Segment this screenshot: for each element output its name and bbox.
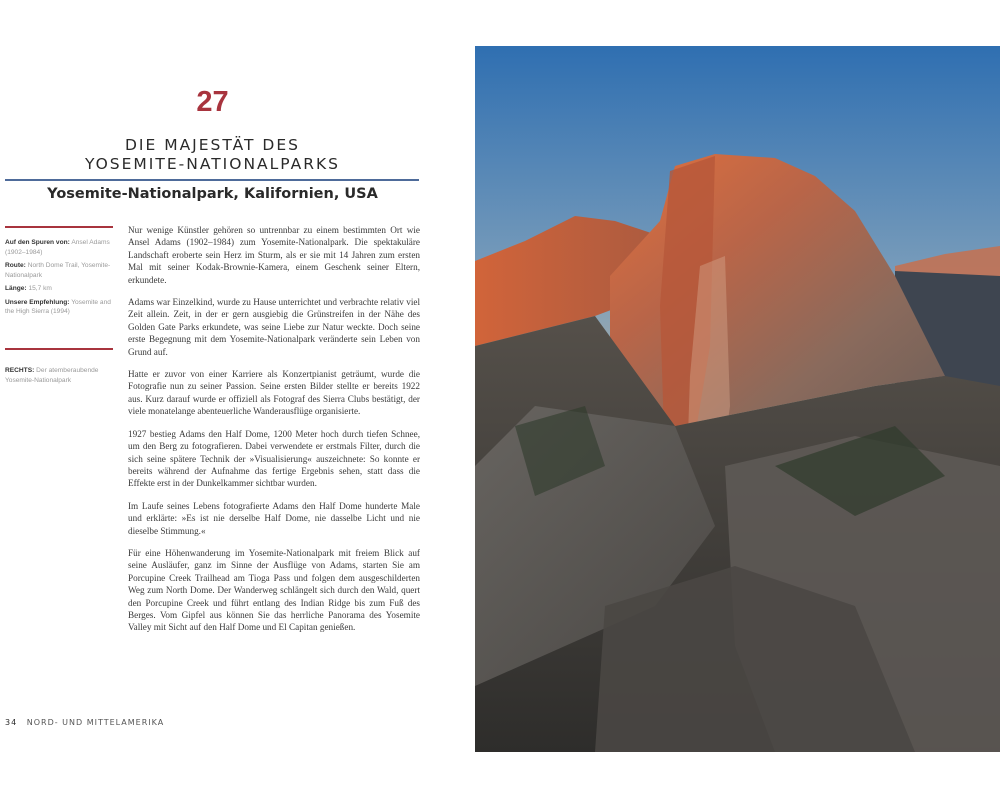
sidebar-entry-recommendation	[5, 298, 113, 317]
sidebar-entry-length	[5, 284, 113, 294]
left-page	[0, 0, 475, 800]
sidebar-value: Ansel Adams (1902–1984)	[5, 239, 110, 256]
sidebar-info	[5, 238, 113, 321]
body-paragraph: 1927 bestieg Adams den Half Dome, 1200 Meter hoch durch tiefen Schnee, um den Berg zu fotografieren. Dabei verwendete er erstmals Filter, durch die sich seine spätere Technik der »Visualisierung« auszeichnete: So konnte er bereits während der Aufnahme das fertige Ergebnis sehen, statt dass die Effekte erst in der Dunkelkammer sichtbar wurden.	[128, 428, 420, 489]
photo-caption	[5, 366, 113, 385]
sidebar-label: Länge:	[5, 285, 27, 292]
article-body	[128, 224, 420, 644]
body-paragraph: Für eine Höhenwanderung im Yosemite-Nationalpark mit freiem Blick auf seine Ausläufer, ganz im Sinne der Ausflüge von Adams, starten Sie am Porcupine Creek Trailhead am Tioga Pass und folgen dem ausgeschilderten Weg zum North Dome. Der Wanderweg schlängelt sich durch den Wald, quert den Porcupine Creek und führt entlang des Indian Ridge bis zum Fuß des Berges. Vom Gipfel aus können Sie das herrliche Panorama des Yosemite Valley mit Sicht auf den Half Dome und El Capitan genießen.	[128, 547, 420, 633]
page-number: 34	[5, 718, 18, 727]
sidebar-label: Auf den Spuren von:	[5, 239, 70, 246]
sidebar-label: Route:	[5, 262, 26, 269]
title-divider	[5, 179, 419, 181]
location-heading: Yosemite-Nationalpark, Kalifornien, USA	[47, 186, 378, 202]
body-paragraph: Adams war Einzelkind, wurde zu Hause unterrichtet und verbrachte relativ viel Zeit allein. Zeit, in der er gern ausgiebig die Grünstreifen in der Nähe des Golden Gate Parks erkundete, was seine Liebe zur Natur weckte. Doch seine erste Begegnung mit dem Yosemite-Nationalpark veränderte sein Leben von Grund auf.	[128, 297, 420, 357]
body-paragraph: Im Laufe seines Lebens fotografierte Adams den Half Dome hunderte Male und erklärte: »Es ist nie derselbe Half Dome, nie dasselbe Licht und nie dieselbe Stimmung.«	[128, 500, 420, 536]
sidebar-divider-top	[5, 226, 113, 228]
sidebar-entry-route	[5, 261, 113, 280]
chapter-title-line-1: DIE MAJESTÄT DES	[124, 136, 301, 154]
half-dome-photo	[475, 46, 1000, 752]
page-footer	[5, 718, 164, 727]
sidebar-label: Unsere Empfehlung:	[5, 298, 70, 306]
sidebar-value: 15,7 km	[28, 285, 52, 292]
sidebar-value: North Dome Trail, Yosemite-Nationalpark	[5, 262, 111, 279]
caption-text: Der atemberaubende Yosemite-Nationalpark	[5, 367, 99, 384]
section-name: NORD- UND MITTELAMERIKA	[26, 718, 165, 727]
chapter-title-line-2: YOSEMITE-NATIONALPARKS	[84, 155, 341, 173]
body-paragraph: Hatte er zuvor von einer Karriere als Konzertpianist geträumt, wurde die Fotografie nun zu seiner Passion. Seine ersten Bilder stellte er bereits 1922 aus. Kurz darauf wurde er offiziell als Fotograf des Sierra Clubs bestätigt, der viele monatelange abenteuerliche Wanderausflüge organisierte.	[128, 369, 420, 417]
sidebar-value: Yosemite and the High Sierra (1994)	[5, 298, 111, 315]
caption-label: RECHTS:	[5, 367, 35, 374]
sidebar-divider-bottom	[5, 348, 113, 350]
chapter-number: 27	[196, 86, 229, 118]
sidebar-entry-guide	[5, 238, 113, 257]
body-paragraph: Nur wenige Künstler gehören so untrennbar zu einem bestimmten Ort wie Ansel Adams (1902–1984) zum Yosemite-Nationalpark. Die spektakuläre Landschaft eroberte sein Herz im Sturm, als er sie mit 14 Jahren zum ersten Mal mit seiner Kodak-Brownie-Kamera, einem Geschenk seiner Eltern, erkundete.	[128, 225, 420, 285]
